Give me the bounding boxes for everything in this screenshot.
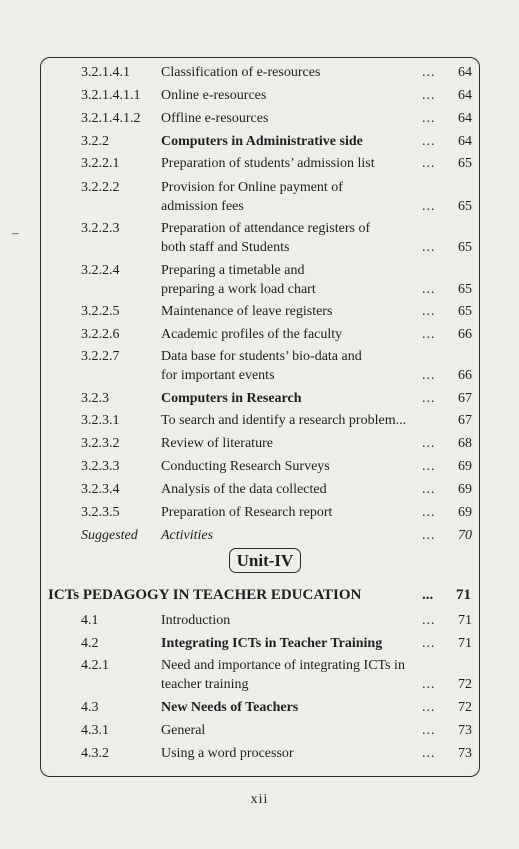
leader-dots: ...	[422, 391, 436, 406]
section-title-line: Preparing a timetable and	[161, 263, 305, 278]
section-title-line: preparing a work load chart	[161, 282, 316, 297]
leader-dots: ...	[422, 282, 436, 297]
page-number: 64	[458, 134, 472, 149]
leader-dots: ...	[422, 746, 436, 761]
leader-dots: ...	[422, 88, 436, 103]
leader-dots: ...	[422, 677, 436, 692]
section-title-line: Introduction	[161, 613, 231, 628]
leader-dots: ...	[422, 613, 436, 628]
section-number: 3.2.2.5	[81, 304, 120, 319]
section-title-line: To search and identify a research problem...	[161, 413, 407, 428]
section-number: 3.2.3	[81, 391, 109, 406]
leader-dots: ...	[422, 700, 436, 715]
page-number: 72	[458, 700, 472, 715]
page-number: 65	[458, 199, 472, 214]
unit-heading: Unit-IV	[229, 548, 301, 573]
page-number: 72	[458, 677, 472, 692]
page-number: 71	[458, 613, 472, 628]
section-title-line: Activities	[161, 528, 214, 543]
page-number: 65	[458, 304, 472, 319]
page-number: 69	[458, 459, 472, 474]
section-title	[161, 503, 431, 522]
section-title-line: admission fees	[161, 199, 244, 214]
section-title	[161, 526, 431, 545]
section-title-line: Maintenance of leave registers	[161, 304, 333, 319]
leader-dots: ...	[422, 304, 436, 319]
section-number: Suggested	[81, 528, 138, 543]
page-number: 64	[458, 88, 472, 103]
section-title	[161, 744, 431, 763]
section-number: 3.2.2.6	[81, 327, 120, 342]
leader-dots: ...	[422, 199, 436, 214]
leader-dots: ...	[422, 111, 436, 126]
section-title	[161, 302, 431, 321]
section-number: 3.2.3.1	[81, 413, 120, 428]
section-title	[161, 611, 431, 630]
section-number: 4.2.1	[81, 658, 109, 673]
page-number: 64	[458, 111, 472, 126]
section-title-line: Data base for students’ bio-data and	[161, 349, 362, 364]
section-number: 3.2.2.4	[81, 263, 120, 278]
leader-dots: ...	[422, 240, 436, 255]
section-title-line: Preparation of students’ admission list	[161, 156, 375, 171]
leader-dots: ...	[422, 723, 436, 738]
section-title-line: Preparation of Research report	[161, 505, 333, 520]
section-number: 3.2.2.3	[81, 221, 120, 236]
section-number: 3.2.3.3	[81, 459, 120, 474]
section-number: 3.2.2	[81, 134, 109, 149]
section-number: 3.2.1.4.1.2	[81, 111, 141, 126]
page-number: 67	[458, 391, 472, 406]
chapter-leader-dots: ...	[422, 587, 434, 603]
section-title	[161, 219, 431, 257]
leader-dots: ...	[422, 65, 436, 80]
page-number: 73	[458, 746, 472, 761]
chapter-title: ICTs PEDAGOGY IN TEACHER EDUCATION	[48, 587, 362, 603]
section-title	[161, 434, 431, 453]
page-number: 68	[458, 436, 472, 451]
section-number: 4.1	[81, 613, 99, 628]
section-title-line: Integrating ICTs in Teacher Training	[161, 636, 383, 651]
page-number: 70	[458, 528, 472, 543]
section-number: 3.2.1.4.1	[81, 65, 130, 80]
section-title	[161, 86, 431, 105]
page-number: 67	[458, 413, 472, 428]
section-title-line: Academic profiles of the faculty	[161, 327, 343, 342]
leader-dots: ...	[422, 528, 436, 543]
page-number: 71	[458, 636, 472, 651]
margin-mark: –	[12, 225, 19, 240]
leader-dots: ...	[422, 459, 436, 474]
page-number: 69	[458, 505, 472, 520]
section-title	[161, 480, 431, 499]
section-title	[161, 457, 431, 476]
section-title	[161, 634, 431, 653]
section-title-line: Provision for Online payment of	[161, 180, 343, 195]
section-title-line: General	[161, 723, 206, 738]
section-number: 4.3.1	[81, 723, 109, 738]
section-number: 3.2.1.4.1.1	[81, 88, 141, 103]
page-number: 69	[458, 482, 472, 497]
leader-dots: ...	[422, 482, 436, 497]
section-title	[161, 698, 431, 717]
section-title-line: Preparation of attendance registers of	[161, 221, 371, 236]
page-folio: xii	[250, 792, 269, 807]
section-title-line: Using a word processor	[161, 746, 294, 761]
page-number: 64	[458, 65, 472, 80]
section-title	[161, 389, 431, 408]
page-number: 66	[458, 368, 472, 383]
section-number: 3.2.3.2	[81, 436, 120, 451]
section-title-line: Conducting Research Surveys	[161, 459, 330, 474]
section-number: 3.2.2.1	[81, 156, 120, 171]
section-number: 4.2	[81, 636, 99, 651]
section-title-line: Online e-resources	[161, 88, 267, 103]
leader-dots: ...	[422, 436, 436, 451]
page-number: 65	[458, 282, 472, 297]
section-title-line: teacher training	[161, 677, 249, 692]
section-number: 3.2.2.7	[81, 349, 120, 364]
leader-dots: ...	[422, 505, 436, 520]
section-number: 4.3.2	[81, 746, 109, 761]
section-title	[161, 721, 431, 740]
section-title-line: Need and importance of integrating ICTs in	[161, 658, 405, 673]
section-title-line: Offline e-resources	[161, 111, 269, 126]
section-title	[161, 261, 431, 299]
section-title	[161, 325, 431, 344]
section-title	[161, 656, 431, 694]
leader-dots: ...	[422, 134, 436, 149]
section-title-line: both staff and Students	[161, 240, 290, 255]
section-title	[161, 63, 431, 82]
section-title	[161, 178, 431, 216]
chapter-page-number: 71	[456, 587, 471, 603]
page-number: 65	[458, 156, 472, 171]
section-number: 3.2.2.2	[81, 180, 120, 195]
section-title-line: New Needs of Teachers	[161, 700, 299, 715]
section-title	[161, 411, 431, 430]
section-number: 3.2.3.5	[81, 505, 120, 520]
section-title-line: Analysis of the data collected	[161, 482, 327, 497]
leader-dots: ...	[422, 327, 436, 342]
page-number: 66	[458, 327, 472, 342]
leader-dots: ...	[422, 368, 436, 383]
section-number: 4.3	[81, 700, 99, 715]
section-title-line: Review of literature	[161, 436, 273, 451]
section-number: 3.2.3.4	[81, 482, 120, 497]
leader-dots: ...	[422, 636, 436, 651]
section-title-line: for important events	[161, 368, 275, 383]
section-title	[161, 132, 431, 151]
page-number: 65	[458, 240, 472, 255]
page-number: 73	[458, 723, 472, 738]
section-title-line: Computers in Research	[161, 391, 302, 406]
section-title	[161, 154, 431, 173]
section-title	[161, 347, 431, 385]
section-title-line: Computers in Administrative side	[161, 134, 363, 149]
section-title	[161, 109, 431, 128]
section-title-line: Classification of e-resources	[161, 65, 321, 80]
leader-dots: ...	[422, 156, 436, 171]
